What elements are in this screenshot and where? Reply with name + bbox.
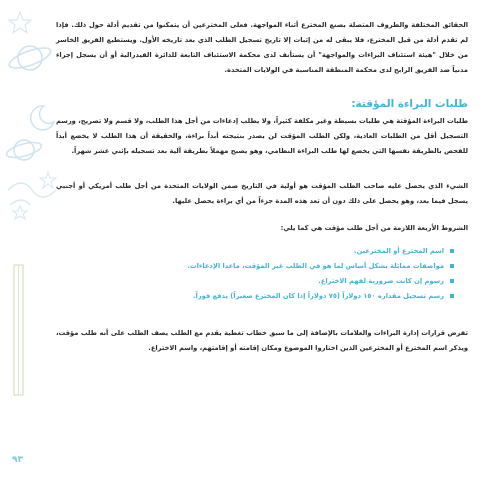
moon-icon [31,106,54,130]
book-icon [14,265,23,395]
list-item: رسم تسجيل مقداره ١٥٠ دولاراً (٧٥ دولاراً إذا كان المخترع صغيراً) يدفع فوراً. [56,289,454,304]
paragraph-conditions-intro: الشروط الأربعة اللازمة من أجل طلب مؤقت هي كما يلي: [280,224,468,232]
list-item: مواصفات مماثلة بشكل أساس لما هو في الطلب غير المؤقت، ماعدا الإدعاءات. [56,259,454,274]
planet-icon [7,44,53,72]
bullet-icon [450,279,454,283]
paragraph-cover-letter: تفرض قرارات إدارة البراءات والعلامات بالإضافة إلى ما سبق خطاب تغطية يقدم مع الطلب يصف الطلب على أنه طلب مؤقت، ويذكر اسم المخترع أو المخترعين الذين اختاروا الموضوع ومكان إقامته أو إقامتهم، واسم الاختراع. [56,329,468,352]
list-item: رسوم إن كانت ضرورية لفهم الاختراع. [56,274,454,289]
star-icon [9,12,31,33]
paragraph-provisional: طلبات البراءة المؤقتة هي طلبات بسيطة وغير مكلفة كثيراً، ولا يطلب إدعاءات من أجل هذا الطلب، ولا قسم ولا تصريح، ورسم التسجيل أقل من الطلبات العادية، ولكن الطلب المؤقت لن يصدر بنتيجته أبداً براءة، والحقيقة أن هذا الطلب لا يخضع أبداً للفحص بالطريقة نفسها التي يخضع لها طلب البراءة النظامي، وهو يصبح مهملاً بطريقة آلية بعد تسجيله بإثني عشر شهراً. [56,117,468,155]
page-number: ٩٣ [12,455,23,465]
planet-icon [5,140,43,161]
paragraph-priority: الشيء الذي يحصل عليه صاحب الطلب المؤقت هو أولية في التاريخ ضمن الولايات المتحدة من أجل طلب أمريكي أو أجنبي يسجل فيما بعد، وهو يحصل على ذلك دون أن تعد هذه المدة جزءاً من أي براءة يحصل عليها. [56,182,468,205]
swirl-icon [8,183,56,205]
bullet-icon [450,294,454,298]
paragraph-intro: الحقائق المختلفة والظروف المتصلة بصنع المخترع أثناء المواجهة. فعلى المخترعين أن يتمكنوا من تقديم أدلة حول ذلك. فإذا لم تقدم أدلة من قبل المخترع، فلا يبقى له من إثبات إلا تاريخ تسجيل الطلب الذي بعد تاريخه الأول. ويستطيع الفريق الخاسر من خلال "هيئة استئناف البراءات والمواجهة" أن يستأنف لدى محكمة الاستئناف التابعة للدائرة الفيدرالية أو أن يسجل إجراء مدنياً ضد الفريق الرابح لدى محكمة المنطقة المناسبة في الولايات المتحدة. [56,21,468,74]
conditions-list [56,244,454,304]
list-item: اسم المخترع أو المخترعين. [56,244,454,259]
bullet-icon [450,264,454,268]
bullet-icon [450,249,454,253]
section-heading: طلبات البراءة المؤقتة: [351,98,468,110]
star-icon [40,172,56,188]
text-column [56,8,468,356]
star-icon [13,206,27,219]
